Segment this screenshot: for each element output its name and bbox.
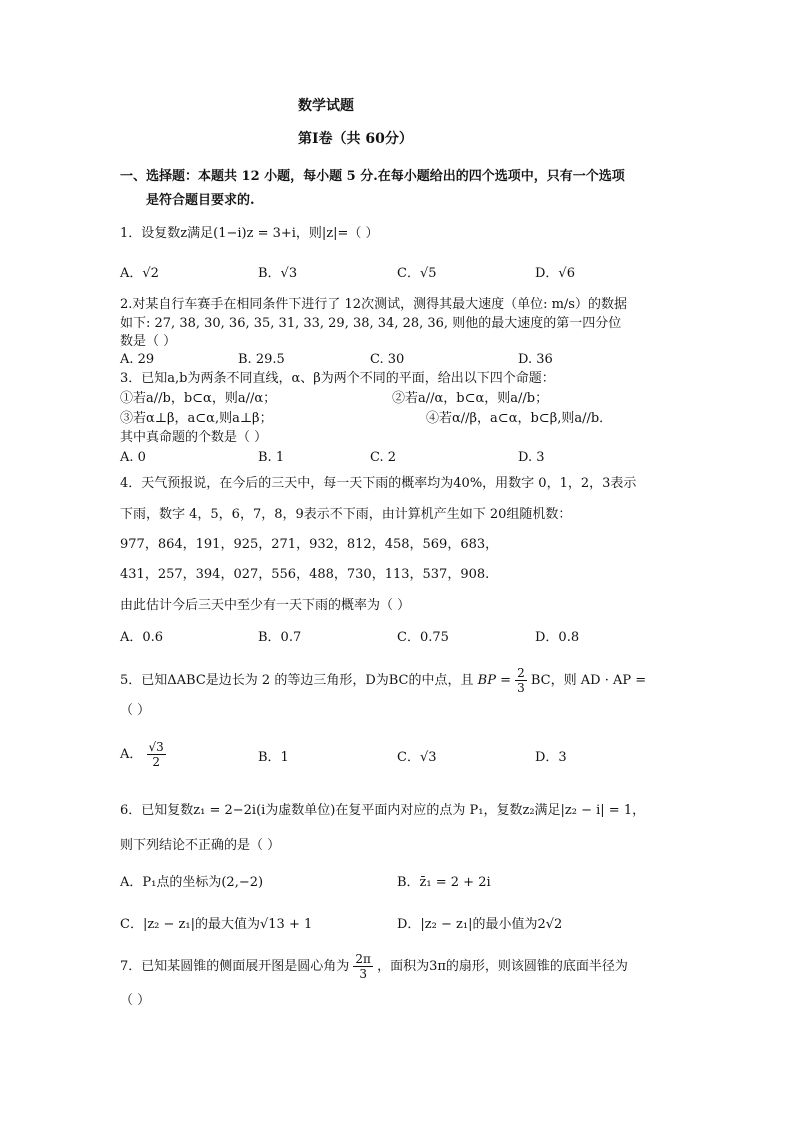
question-7-line2: （ ）	[120, 993, 151, 1008]
section-instruction-line2: 是符合题目要求的.	[146, 193, 255, 208]
question-4-option-c: C．0.75	[397, 630, 449, 645]
question-4-line3: 977，864，191，925，271，932，812，458，569，683，	[120, 537, 499, 552]
question-3-proposition-1: ①若a//b，b⊂α，则a//α；	[120, 391, 277, 406]
question-7-fraction-numerator: 2π	[355, 952, 371, 966]
question-5-fraction-numerator: 2	[517, 666, 525, 680]
question-5-option-a-prefix: A．	[120, 747, 143, 762]
document-title: 数学试题	[298, 98, 354, 114]
question-3-option-c: C. 2	[370, 450, 397, 465]
question-3-line4: 其中真命题的个数是（ ）	[120, 430, 268, 445]
question-4-option-d: D．0.8	[535, 630, 580, 645]
question-6-option-b: B．z̄₁ = 2 + 2i	[397, 875, 491, 890]
question-6-line2: 则下列结论不正确的是（ ）	[120, 838, 281, 853]
question-5-option-a-numerator: √3	[148, 740, 164, 754]
question-3-proposition-3: ③若α⊥β，a⊂α,则a⊥β；	[120, 411, 273, 426]
question-4-line5: 由此估计今后三天中至少有一天下雨的概率为（ ）	[120, 598, 411, 613]
question-3-option-b: B. 1	[258, 450, 285, 465]
question-3-proposition-4: ④若α//β，a⊂α，b⊂β,则a//b．	[426, 411, 613, 426]
question-5-fraction	[515, 666, 527, 695]
question-1-option-d: D．√6	[535, 266, 575, 281]
question-6-line1: 6．已知复数z₁ = 2−2i(i为虚数单位)在复平面内对应的点为 P₁，复数z₂满足|z₂ − i| = 1，	[120, 803, 646, 818]
question-5-text-a: 5．已知ΔABC是边长为 2 的等边三角形，D为BC的中点，且	[120, 673, 474, 688]
question-5-fraction-denominator: 3	[517, 681, 525, 695]
question-5-option-d: D．3	[535, 750, 567, 765]
question-5-option-b: B．1	[258, 750, 289, 765]
question-2-line3: 数是（ ）	[120, 334, 177, 349]
question-5-option-a-fraction	[147, 740, 166, 769]
question-4-line4: 431，257，394，027，556，488，730，113，537，908.	[120, 567, 490, 582]
question-3-option-d: D. 3	[518, 450, 545, 465]
question-4-line2: 下雨，数字 4，5，6，7，8，9表示不下雨，由计算机产生如下 20组随机数：	[120, 507, 572, 522]
question-2-option-a: A. 29	[120, 352, 155, 367]
question-7-text-a: 7．已知某圆锥的侧面展开图是圆心角为	[120, 959, 350, 974]
section-subtitle: 第Ⅰ卷（共 60分）	[298, 131, 413, 147]
question-4-line1: 4．天气预报说，在今后的三天中，每一天下雨的概率均为40%，用数字 0，1，2，3表示	[120, 476, 637, 491]
question-7-fraction-denominator: 3	[359, 967, 367, 981]
question-3-line1: 3．已知a,b为两条不同直线，α、β为两个不同的平面，给出以下四个命题：	[120, 371, 555, 386]
question-2-line1: 2.对某自行车赛手在相同条件下进行了 12次测试，测得其最大速度（单位: m/s）的数据	[120, 297, 627, 312]
question-2-option-d: D. 36	[518, 352, 553, 367]
question-5-vector-bp: BP =	[477, 673, 516, 688]
question-5-option-a-denominator: 2	[152, 755, 160, 769]
question-1-option-c: C．√5	[397, 266, 437, 281]
question-2-line2: 如下: 27, 38, 30, 36, 35, 31, 33, 29, 38, 34, 28, 36, 则他的最大速度的第一四分位	[120, 316, 622, 331]
question-3-option-a: A. 0	[120, 450, 146, 465]
question-4-option-b: B．0.7	[258, 630, 302, 645]
question-5-line2: （ ）	[120, 703, 151, 718]
question-7-text-b: ，面积为3π的扇形，则该圆锥的底面半径为	[377, 959, 628, 974]
question-7-line1	[120, 952, 628, 981]
question-7-fraction	[353, 952, 373, 981]
question-6-option-c: C．|z₂ − z₁|的最大值为√13 + 1	[120, 917, 313, 932]
question-6-option-a: A．P₁点的坐标为(2,−2)	[120, 875, 264, 890]
question-4-option-a: A．0.6	[120, 630, 164, 645]
section-instruction-line1: 一、选择题：本题共 12 小题，每小题 5 分.在每小题给出的四个选项中，只有一个选项	[120, 169, 625, 184]
question-2-option-b: B. 29.5	[238, 352, 285, 367]
question-1-stem: 1．设复数z满足(1−i)z = 3+i，则|z|=（ ）	[120, 226, 379, 241]
question-2-option-c: C. 30	[370, 352, 405, 367]
question-5-line1	[120, 666, 646, 695]
question-5-text-c: BC，则 AD · AP =	[530, 673, 647, 688]
question-3-proposition-2: ②若a//α，b⊂α，则a//b；	[392, 391, 549, 406]
question-5-option-c: C．√3	[397, 750, 437, 765]
question-5-option-a	[120, 740, 166, 769]
question-1-option-b: B．√3	[258, 266, 298, 281]
question-1-option-a: A．√2	[120, 266, 159, 281]
question-6-option-d: D．|z₂ − z₁|的最小值为2√2	[397, 917, 563, 932]
